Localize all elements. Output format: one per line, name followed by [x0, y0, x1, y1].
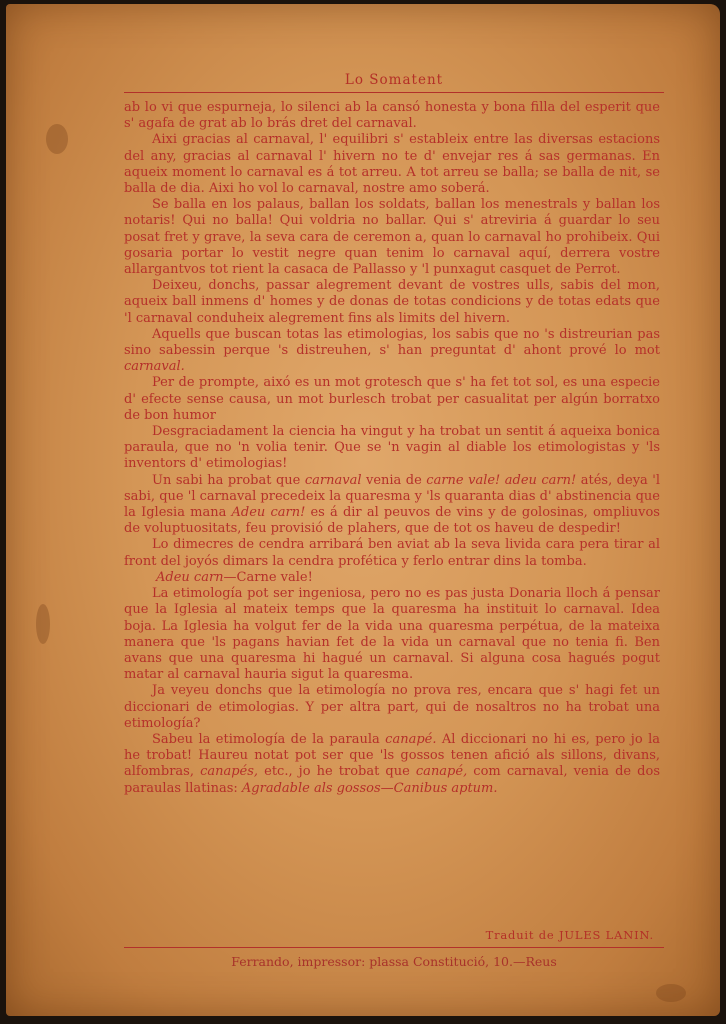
- printer-imprint: Ferrando, impressor: plassa Constitució, 10.—Reus: [231, 954, 557, 969]
- paragraph: [124, 683, 660, 732]
- text-run: Desgraciadament la ciencia ha vingut y ha trobat un sentit á aqueixa bonica paraula, que no 'n volia tenir. Que se 'n vagin al diable los etimologistas y 'ls inventors d' etimologias!: [124, 424, 660, 472]
- paper-sheet: [6, 4, 720, 1016]
- translator-signature: Traduit de JULES LANIN.: [485, 928, 654, 942]
- stain-spot: [36, 604, 50, 644]
- text-run: Ja veyeu donchs que la etimología no prova res, encara que s' hagi fet un diccionari de etimologias. Y per altra part, qui de nosaltros no ha trobat una etimología?: [124, 683, 660, 731]
- text-run: Lo dimecres de cendra arribará ben aviat ab la seva livida cara pera tirar al front del joyós dimars la cendra profética y ferlo entrar dins la tomba.: [124, 537, 660, 569]
- paragraph: [124, 586, 660, 683]
- italic-phrase: Agradable als gossos—Canibus aptum.: [241, 780, 498, 796]
- article-body: [124, 100, 660, 797]
- stain-spot: [46, 124, 68, 154]
- paragraph: [124, 327, 660, 376]
- text-run: venia de: [361, 472, 427, 488]
- italic-phrase: Adeu carn: [156, 569, 224, 585]
- paragraph: [124, 197, 660, 278]
- text-run: es á dir al peuvos de vins y de golosinas, ompliuvos de voluptuositats, feu provisió de plahers, que de tot os haveu de despedir!: [124, 505, 660, 537]
- text-run: Se balla en los palaus, ballan los soldats, ballan los menestrals y ballan los notaris! Qui no balla! Qui voldria no ballar. Qui s' atreviria á guardar lo seu posat fret y grave, la seva cara de ceremon a, quan lo carnaval ho prohibeix. Qui gosaria portar lo vestit negre quan tenim lo carnaval aquí, derrera vostre allargantvos tot rient la casaca de Pallasso y 'l punxagut casquet de Perrot.: [124, 197, 660, 278]
- text-run: Sabeu la etimología de la paraula: [152, 731, 386, 747]
- running-header: Lo Somatent: [344, 72, 444, 88]
- paragraph: [124, 132, 660, 197]
- text-run: La etimología pot ser ingeniosa, pero no es pas justa Donaria lloch á pensar que la Iglesia al mateix temps que la quaresma ha instituit lo carnaval. Idea boja. La Iglesia ha volgut fer de la vida una quaresma perpétua, de la mateixa manera que 'ls pagans havian fet de la vida un carnaval que no tenia fi. Ben avans que una quaresma hi hagué un carnaval. Si alguna cosa hagués pogut matar al carnaval hauria sigut la quaresma.: [124, 586, 660, 683]
- paragraph: [124, 570, 660, 586]
- italic-phrase: Adeu carn!: [231, 505, 306, 521]
- text-run: Un sabi ha probat que: [152, 472, 305, 488]
- text-run: Aquells que buscan totas las etimologias, los sabis que no 's distreurian pas sino sabessin perque 's distreuhen, s' han preguntat d' ahont prové lo mot: [124, 326, 660, 359]
- text-run: com carnaval, venia de dos paraulas llatinas:: [124, 764, 660, 796]
- italic-phrase: carnaval.: [124, 359, 185, 375]
- stain-spot: [656, 984, 686, 1002]
- italic-phrase: canapés,: [200, 764, 259, 780]
- paragraph: [124, 375, 660, 424]
- text-run: Per de prompte, aixó es un mot grotesch que s' ha fet tot sol, es una especie d' efecte sense causa, un mot burlesch trobat per casualitat per algún borratxo de bon humor: [124, 375, 660, 423]
- paragraph: [124, 278, 660, 327]
- paragraph: [124, 473, 660, 538]
- text-run: etc., jo he trobat que: [258, 764, 416, 780]
- paragraph: [124, 537, 660, 569]
- italic-phrase: carne vale! adeu carn!: [426, 472, 577, 488]
- text-run: ab lo vi que espurneja, lo silenci ab la cansó honesta y bona filla del esperit que s' agafa de grat ab lo brás dret del carnaval.: [124, 100, 660, 132]
- text-run: atés, deya 'l sabi, que 'l carnaval precedeix la quaresma y 'ls quaranta dias d' abstinencia que la Iglesia mana: [124, 472, 661, 521]
- text-run: Deixeu, donchs, passar alegrement devant de vostres ulls, sabis del mon, aqueix ball inmens d' homes y de donas de totas condicions y de totas edats que 'l carnaval conduheix alegrement fins als limits del hivern.: [124, 278, 660, 326]
- paragraph: [124, 732, 660, 797]
- text-run: Aixi gracias al carnaval, l' equilibri s' estableix entre las diversas estacions del any, gracias al carnaval l' hivern no te d' envejar res á sas germanas. En aqueix moment lo carnaval es á tot arreu. A tot arreu se balla; se balla de nit, se balla de dia. Aixi ho vol lo carnaval, nostre amo soberá.: [124, 132, 660, 197]
- text-run: —Carne vale!: [223, 569, 313, 585]
- italic-phrase: canapé,: [415, 764, 468, 780]
- italic-phrase: canapé.: [385, 731, 437, 747]
- paragraph: [124, 100, 660, 132]
- text-run: Al diccionari no hi es, pero jo la he trobat! Haureu notat pot ser que 'ls gossos tenen afició als sillons, divans, alfombras,: [124, 731, 660, 780]
- header-rule: [124, 92, 664, 93]
- italic-phrase: carnaval: [304, 472, 362, 488]
- footer-rule: [124, 947, 664, 948]
- paragraph: [124, 424, 660, 473]
